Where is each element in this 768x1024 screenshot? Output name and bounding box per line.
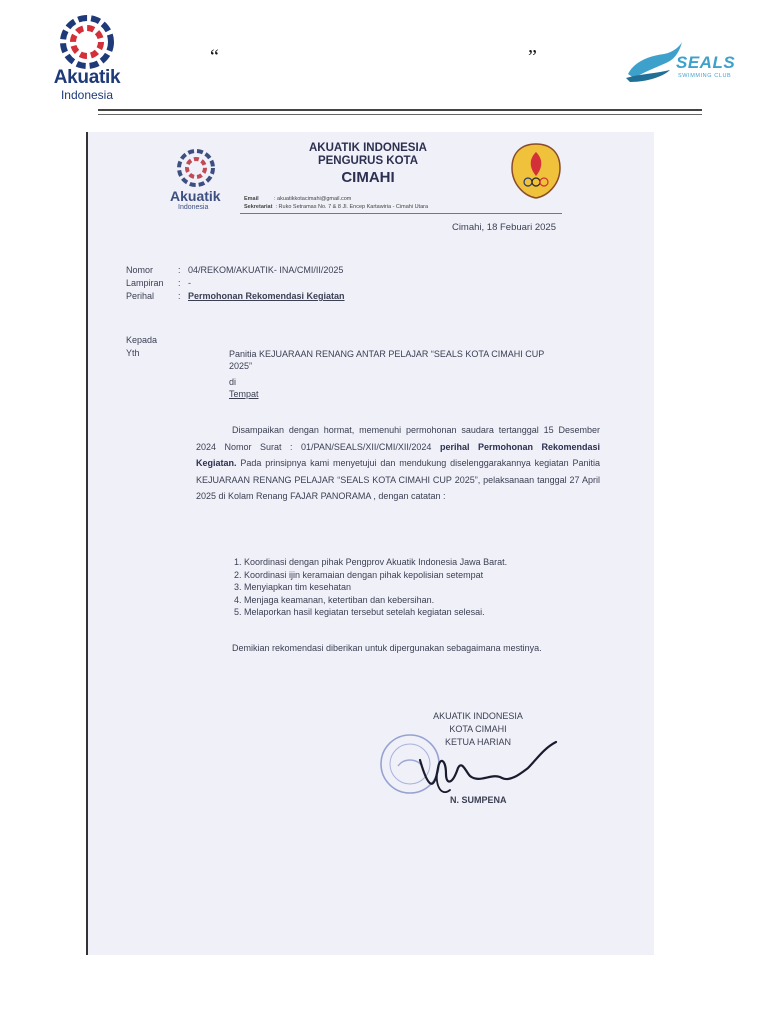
close-quote: ”	[528, 46, 537, 68]
letterhead-secretariat	[244, 204, 428, 210]
letter-date: Cimahi, 18 Febuari 2025	[451, 222, 556, 233]
letter-body	[196, 422, 600, 505]
header-divider	[98, 109, 702, 111]
sign-title: KETUA HARIAN	[444, 737, 511, 747]
addressee: Panitia KEJUARAAN RENANG ANTAR PELAJAR “SEALS KOTA CIMAHI CUP 2025”	[229, 349, 545, 371]
scanned-recommendation-letter	[86, 132, 654, 955]
body-paragraph-part2: Pada prinsipnya kami menyetujui dan mendukung diselenggarakannya kegiatan Panitia KEJUARAAN RENANG PELAJAR “SEALS KOTA CIMAHI CUP 2025”, pelaksanaan tanggal 27 April 2025 di Kolam Renang FAJAR PANORAMA , dengan catatan :	[196, 458, 600, 501]
letterhead-org-line1: AKUATIK INDONESIA	[309, 142, 427, 154]
sign-org-line1: AKUATIK INDONESIA	[433, 711, 523, 721]
body-paragraph-bold: perihal Permohonan Rekomendasi Kegiatan.	[196, 441, 600, 468]
di-label: di	[229, 377, 237, 387]
akuatik-indonesia-logo	[44, 14, 130, 102]
letter-akuatik-ring-icon	[176, 148, 216, 188]
lampiran-value: -	[188, 278, 191, 288]
conditions-list	[228, 556, 604, 619]
seals-swimming-club-logo	[624, 38, 752, 90]
nomor-value: 04/REKOM/AKUATIK- INA/CMI/II/2025	[188, 265, 344, 275]
secretariat-value: : Ruko Setramas No. 7 & 8 Jl. Encep Kartawiria - Cimahi Utara	[275, 204, 429, 210]
list-item: 3. Menyiapkan tim kesehatan	[244, 581, 604, 594]
letter-logo-brand: Akuatik	[170, 188, 221, 204]
akuatik-ring-icon	[59, 14, 115, 70]
header-divider-thin	[98, 114, 702, 115]
yth-label: Yth	[126, 348, 140, 358]
tempat-label: Tempat	[229, 389, 259, 399]
seals-tagline-text: SWIMMING CLUB	[678, 73, 732, 79]
closing-paragraph: Demikian rekomendasi diberikan untuk dipergunakan sebagaimana mestinya.	[232, 643, 542, 653]
letterhead-org-line2: PENGURUS KOTA	[317, 155, 419, 167]
logo-brand-text: Akuatik	[53, 67, 121, 88]
kepada-label: Kepada	[126, 335, 158, 345]
list-item: 4. Menjaga keamanan, ketertiban dan kebersihan.	[244, 594, 604, 607]
lampiran-label: Lampiran	[126, 278, 164, 288]
sign-org-line2: KOTA CIMAHI	[449, 724, 507, 734]
letterhead-line	[240, 213, 562, 214]
logo-subtitle-text: Indonesia	[60, 88, 114, 102]
nomor-label: Nomor	[126, 265, 154, 275]
letter-meta: Nomor : 04/REKOM/AKUATIK- INA/CMI/II/2025 Lampiran : - Perihal : Permohonan Rekomendasi Kegiatan	[126, 265, 345, 301]
letter-logo-subtitle: Indonesia	[178, 204, 209, 211]
letter-akuatik-logo	[170, 148, 236, 214]
email-label: Email	[244, 196, 259, 202]
secretariat-label: Sekretariat	[244, 204, 273, 210]
signatory-name: N. SUMPENA	[450, 795, 507, 805]
perihal-value: Permohonan Rekomendasi Kegiatan	[188, 291, 345, 301]
handwritten-signature	[410, 738, 570, 802]
body-paragraph-part1: Disampaikan dengan hormat, memenuhi permohonan saudara tertanggal 15 Desember 2024 Nomor Surat : 01/PAN/SEALS/XII/CMI/XII/2024	[196, 425, 600, 452]
seals-brand-text: SEALS	[676, 53, 736, 72]
list-item: 5. Melaporkan hasil kegiatan tersebut setelah kegiatan selesai.	[244, 606, 604, 619]
list-item: 1. Koordinasi dengan pihak Pengprov Akuatik Indonesia Jawa Barat.	[244, 556, 604, 569]
seal-icon	[624, 40, 684, 86]
letterhead-org-line3: CIMAHI	[341, 169, 395, 186]
email-value: : akuatikkotacimahi@gmail.com	[273, 196, 352, 202]
list-item: 2. Koordinasi ijin keramaian dengan pihak kepolisian setempat	[244, 569, 604, 582]
letterhead-email	[244, 196, 351, 202]
perihal-label: Perihal	[126, 291, 155, 301]
open-quote: “	[210, 46, 219, 68]
koni-emblem-icon	[510, 142, 562, 200]
